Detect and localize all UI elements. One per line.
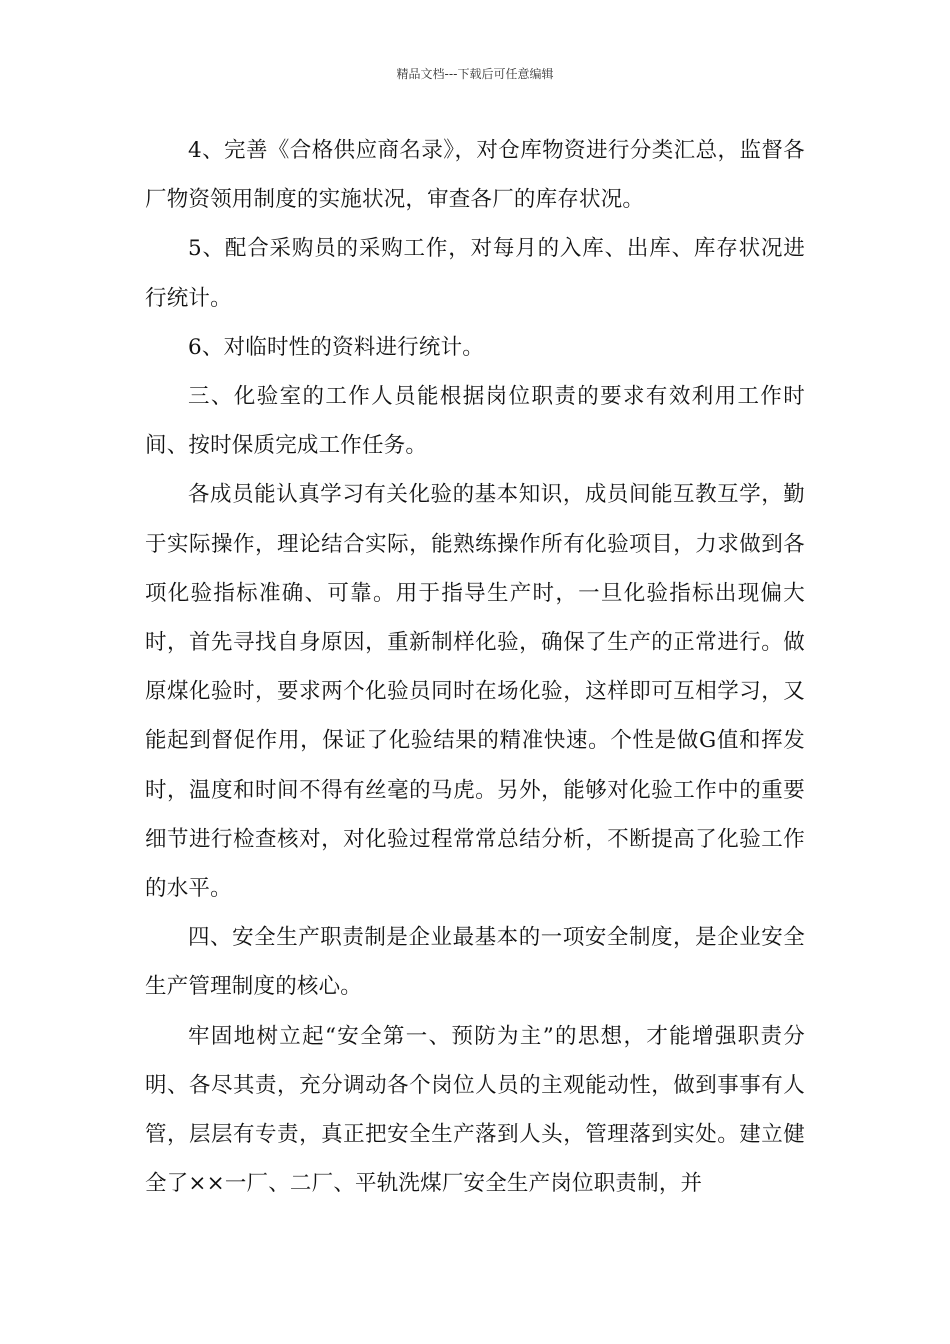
document-body [145,126,805,1208]
paragraph-item-5: 5、配合采购员的采购工作，对每月的入库、出库、库存状况进行统计。 [145,236,805,311]
paragraph-item-4: 4、完善《合格供应商名录》，对仓库物资进行分类汇总，监督各厂物资领用制度的实施状况，审查各厂的库存状况。 [145,138,805,213]
section-heading-lab: 三、化验室的工作人员能根据岗位职责的要求有效利用工作时间、按时保质完成工作任务。 [145,384,805,459]
paragraph-safety-details: 牢固地树立起“安全第一、预防为主”的思想，才能增强职责分明、各尽其责，充分调动各个岗位人员的主观能动性，做到事事有人管，层层有专责，真正把安全生产落到人头，管理落到实处。建立健全了××一厂、二厂、平轨洗煤厂安全生产岗位职责制，并 [145,1023,805,1197]
paragraph-item-6: 6、对临时性的资料进行统计。 [188,334,484,360]
section-heading-safety: 四、安全生产职责制是企业最基本的一项安全制度，是企业安全生产管理制度的核心。 [145,925,805,1000]
page-header: 精品文档---下载后可任意编辑 [396,67,554,81]
paragraph-lab-details: 各成员能认真学习有关化验的基本知识，成员间能互教互学，勤于实际操作，理论结合实际，能熟练操作所有化验项目，力求做到各项化验指标准确、可靠。用于指导生产时，一旦化验指标出现偏大时，首先寻找自身原因，重新制样化验，确保了生产的正常进行。做原煤化验时，要求两个化验员同时在场化验，这样即可互相学习，又能起到督促作用，保证了化验结果的精准快速。个性是做G值和挥发时，温度和时间不得有丝毫的马虎。另外，能够对化验工作中的重要细节进行检查核对，对化验过程常常总结分析，不断提高了化验工作的水平。 [145,482,805,902]
